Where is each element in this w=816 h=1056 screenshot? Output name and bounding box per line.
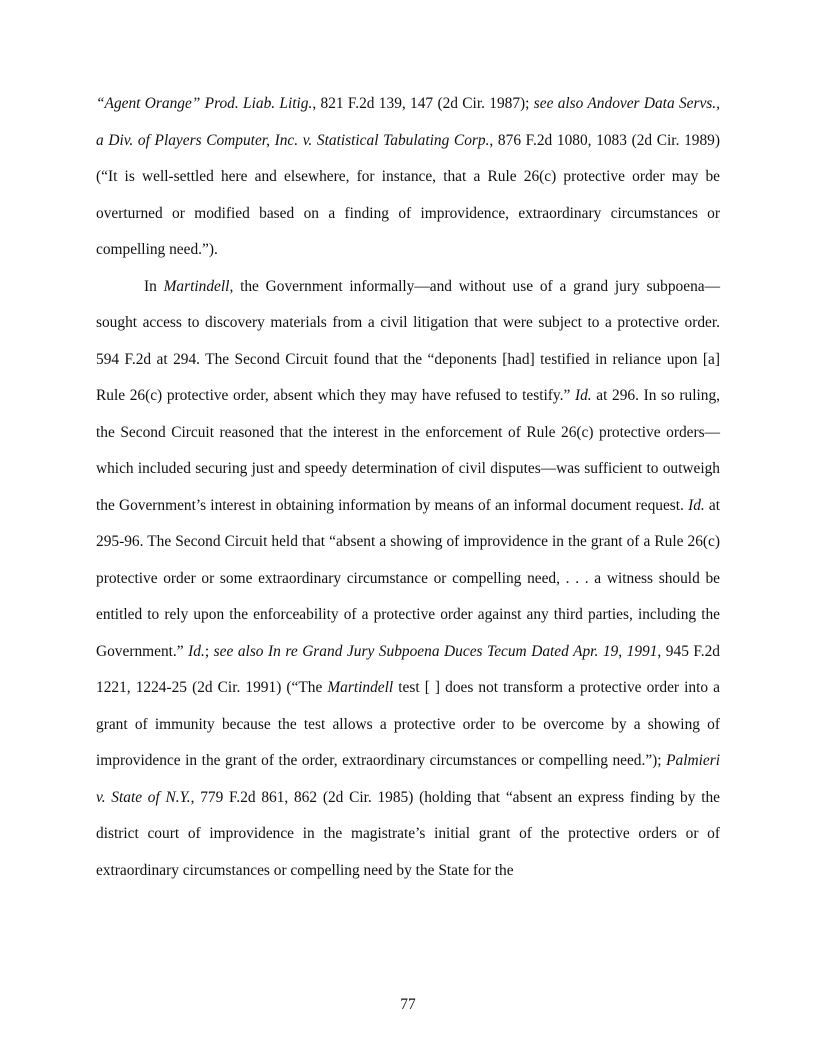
text-run: , 821 F.2d 139, 147 (2d Cir. 1987); bbox=[312, 95, 534, 112]
text-run: , 876 F.2d 1080, 1083 (2d Cir. 1989) (“It is well-settled here and elsewhere, for instance, that a Rule 26(c) protective order may be overturned or modified based on a finding of improvidence, extraordinary circumstances or compelling need.”). bbox=[96, 131, 720, 258]
paragraph-citations-continued bbox=[96, 86, 720, 269]
text-run: , 945 F.2d 1221, 1224-25 (2d Cir. 1991) (“The bbox=[96, 642, 721, 696]
id-citation: Id. bbox=[188, 642, 205, 660]
case-citation: see also Andover Data Servs., a Div. of Players Computer, Inc. v. Statistical Tabulating Corp. bbox=[96, 95, 720, 149]
text-run: at 295-96. The Second Circuit held that “absent a showing of improvidence in the grant of a Rule 26(c) protective order or some extraordinary circumstance or compelling need, . . . a witness should be entitled to rely upon the enforceability of a protective order against any third parties, including the Government.” bbox=[96, 496, 720, 660]
page-number: 77 bbox=[400, 996, 416, 1013]
case-name: Martindell bbox=[163, 277, 230, 295]
case-name: Martindell bbox=[327, 679, 394, 696]
paragraph-martindell bbox=[96, 269, 720, 890]
text-run: , the Government informally—and without use of a grand jury subpoena—sought access to discovery materials from a civil litigation that were subject to a protective order. 594 F.2d at 294. The Second Circuit found that the “deponents [had] testified in reliance upon [a] Rule 26(c) protective order, absent which they may have refused to testify.” bbox=[96, 277, 720, 404]
text-run: ; bbox=[204, 642, 214, 660]
document-body bbox=[96, 86, 720, 889]
id-citation: Id. bbox=[688, 496, 705, 514]
case-citation: Palmieri v. State of N.Y. bbox=[96, 752, 720, 806]
text-run: , 779 F.2d 861, 862 (2d Cir. 1985) (holding that “absent an express finding by the district court of improvidence in the magistrate’s initial grant of the protective orders or of extraordinary circumstances or compelling need by the State for the bbox=[96, 788, 720, 879]
text-run: at 296. In so ruling, the Second Circuit reasoned that the interest in the enforcement of Rule 26(c) protective orders—which included securing just and speedy determination of civil disputes—was sufficient to outweigh the Government’s interest in obtaining information by means of an informal document request. bbox=[96, 387, 720, 514]
case-citation: see also In re Grand Jury Subpoena Duces Tecum Dated Apr. 19, 1991 bbox=[213, 642, 658, 660]
text-run: test [ ] does not transform a protective order into a grant of immunity because the test allows a protective order to be overcome by a showing of improvidence in the grant of the order, extraordinary circumstances or compelling need.”); bbox=[96, 679, 720, 769]
case-citation: “Agent Orange” Prod. Liab. Litig. bbox=[96, 95, 313, 112]
text-run: In bbox=[144, 277, 164, 295]
id-citation: Id. bbox=[574, 387, 592, 404]
